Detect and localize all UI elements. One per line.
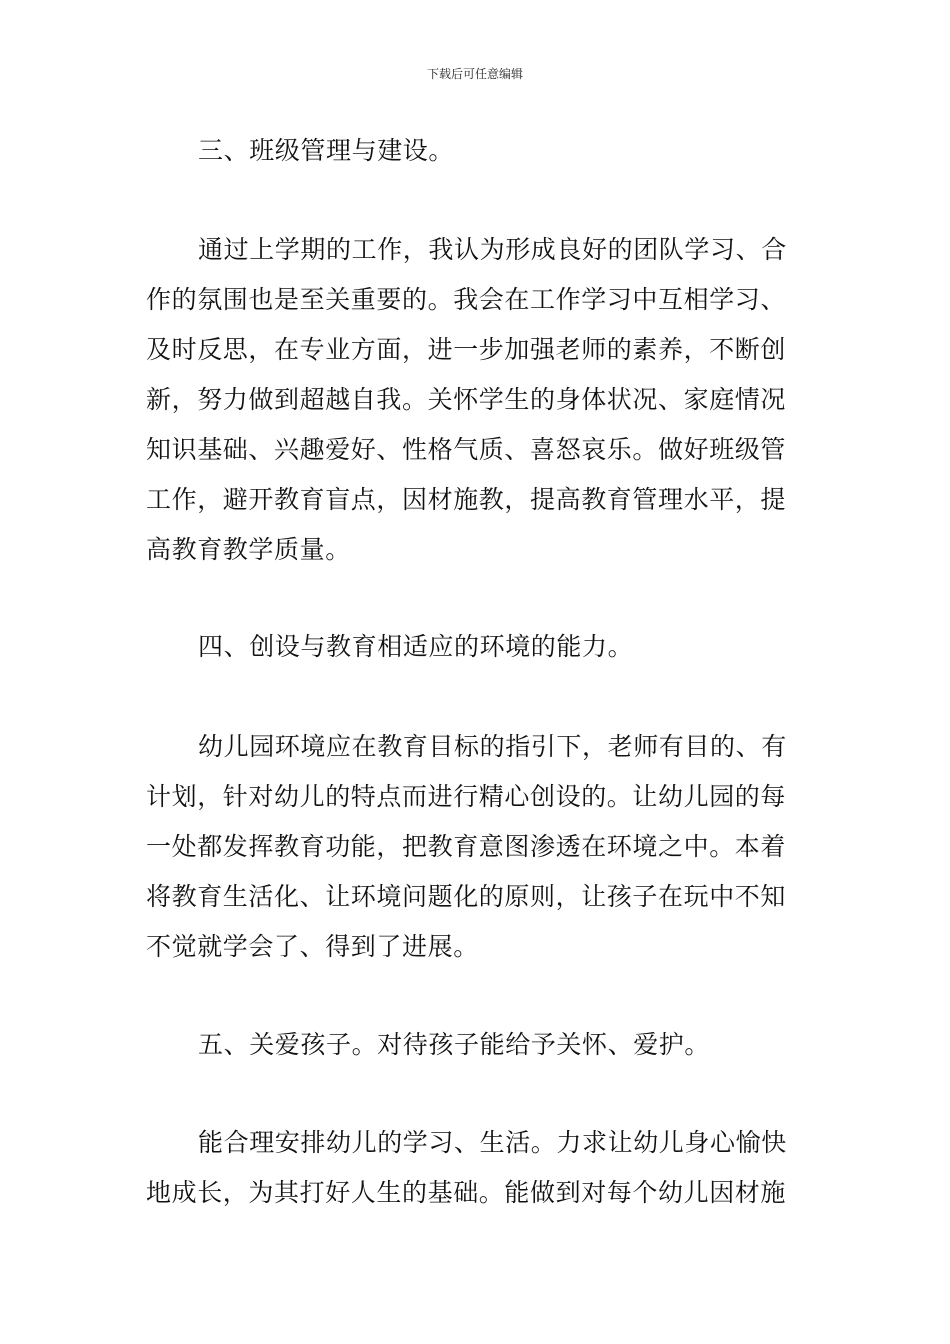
paragraph-line: 计划，针对幼儿的特点而进行精心创设的。让幼儿园的每 — [146, 782, 787, 811]
paragraph-line: 不觉就学会了、得到了进展。 — [146, 932, 479, 961]
paragraph-line: 作的氛围也是至关重要的。我会在工作学习中互相学习、 — [146, 285, 787, 314]
section-paragraph-5 — [146, 1118, 806, 1218]
paragraph-line: 地成长，为其打好人生的基础。能做到对每个幼儿因材施 — [146, 1178, 787, 1207]
paragraph-line: 工作，避开教育盲点，因材施教，提高教育管理水平，提 — [146, 485, 787, 514]
section-paragraph-3 — [146, 225, 806, 575]
paragraph-line: 一处都发挥教育功能，把教育意图渗透在环境之中。本着 — [146, 832, 787, 861]
paragraph-line: 及时反思，在专业方面，进一步加强老师的素养，不断创 — [146, 335, 787, 364]
paragraph-line: 高教育教学质量。 — [146, 535, 351, 564]
paragraph-line: 将教育生活化、让环境问题化的原则，让孩子在玩中不知 — [146, 882, 787, 911]
paragraph-line: 知识基础、兴趣爱好、性格气质、喜怒哀乐。做好班级管 — [146, 435, 787, 464]
section-paragraph-4 — [146, 722, 806, 972]
paragraph-line: 通过上学期的工作，我认为形成良好的团队学习、合 — [198, 235, 787, 264]
page-header-note: 下载后可任意编辑 — [426, 67, 523, 81]
section-heading-5: 五、关爱孩子。对待孩子能给予关怀、爱护。 — [198, 1030, 711, 1059]
section-heading-3: 三、班级管理与建设。 — [198, 136, 455, 165]
section-heading-4: 四、创设与教育相适应的环境的能力。 — [198, 632, 634, 661]
paragraph-line: 新，努力做到超越自我。关怀学生的身体状况、家庭情况 — [146, 385, 787, 414]
paragraph-line: 幼儿园环境应在教育目标的指引下，老师有目的、有 — [198, 732, 787, 761]
paragraph-line: 能合理安排幼儿的学习、生活。力求让幼儿身心愉快 — [198, 1128, 787, 1157]
